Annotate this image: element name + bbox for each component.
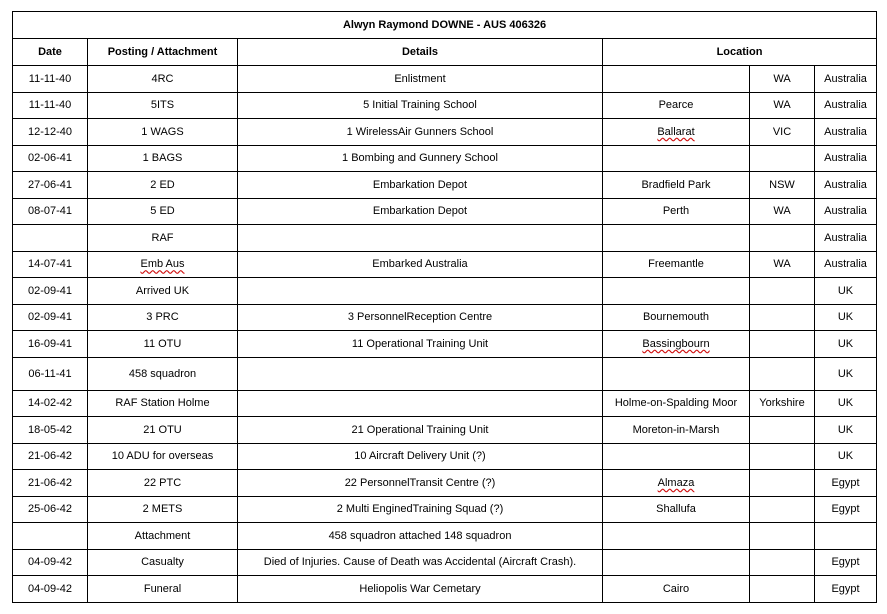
- cell-country: UK: [815, 331, 877, 358]
- cell-date: 21-06-42: [13, 470, 88, 497]
- table-row: [13, 92, 877, 119]
- cell-posting: Attachment: [88, 523, 238, 550]
- header-details: Details: [238, 39, 603, 66]
- cell-state: [750, 357, 815, 390]
- cell-posting: 5 ED: [88, 198, 238, 225]
- service-record-table: [12, 11, 877, 603]
- cell-date: 16-09-41: [13, 331, 88, 358]
- cell-country: UK: [815, 390, 877, 417]
- table-row: [13, 496, 877, 523]
- cell-state: [750, 225, 815, 252]
- cell-date: 11-11-40: [13, 66, 88, 93]
- cell-country: UK: [815, 357, 877, 390]
- cell-date: 14-07-41: [13, 251, 88, 278]
- cell-place: [603, 66, 750, 93]
- cell-posting: 1 BAGS: [88, 145, 238, 172]
- table-row: [13, 549, 877, 576]
- table-row: [13, 172, 877, 199]
- cell-place: Holme-on-Spalding Moor: [603, 390, 750, 417]
- cell-details: Embarkation Depot: [238, 198, 603, 225]
- cell-state: [750, 304, 815, 331]
- cell-country: UK: [815, 304, 877, 331]
- cell-country: [815, 523, 877, 550]
- cell-posting: 11 OTU: [88, 331, 238, 358]
- cell-date: 11-11-40: [13, 92, 88, 119]
- cell-state: WA: [750, 66, 815, 93]
- cell-posting: Arrived UK: [88, 278, 238, 305]
- header-row: [13, 39, 877, 66]
- cell-date: 08-07-41: [13, 198, 88, 225]
- cell-state: Yorkshire: [750, 390, 815, 417]
- cell-place: Freemantle: [603, 251, 750, 278]
- table-row: [13, 66, 877, 93]
- cell-details: Heliopolis War Cemetary: [238, 576, 603, 603]
- cell-details: [238, 225, 603, 252]
- cell-place: [603, 549, 750, 576]
- title-row: [13, 12, 877, 39]
- cell-place: Pearce: [603, 92, 750, 119]
- cell-details: Enlistment: [238, 66, 603, 93]
- cell-place: Bournemouth: [603, 304, 750, 331]
- cell-posting: 2 METS: [88, 496, 238, 523]
- cell-posting: RAF Station Holme: [88, 390, 238, 417]
- spellcheck-text: Bassingbourn: [642, 337, 710, 350]
- cell-details: 1 Bombing and Gunnery School: [238, 145, 603, 172]
- spellcheck-text: Emb Aus: [140, 258, 185, 271]
- cell-date: 27-06-41: [13, 172, 88, 199]
- table-row: [13, 331, 877, 358]
- cell-posting: RAF: [88, 225, 238, 252]
- cell-details: 2 Multi EnginedTraining Squad (?): [238, 496, 603, 523]
- cell-place: Moreton-in-Marsh: [603, 417, 750, 444]
- cell-details: [238, 390, 603, 417]
- cell-posting: 22 PTC: [88, 470, 238, 497]
- cell-posting: 10 ADU for overseas: [88, 443, 238, 470]
- header-date: Date: [13, 39, 88, 66]
- cell-state: WA: [750, 198, 815, 225]
- cell-details: [238, 357, 603, 390]
- cell-date: 21-06-42: [13, 443, 88, 470]
- table-row: [13, 278, 877, 305]
- cell-posting: 4RC: [88, 66, 238, 93]
- cell-country: UK: [815, 443, 877, 470]
- cell-posting: 21 OTU: [88, 417, 238, 444]
- table-row: [13, 443, 877, 470]
- table-row: [13, 225, 877, 252]
- cell-details: 1 WirelessAir Gunners School: [238, 119, 603, 146]
- cell-details: Died of Injuries. Cause of Death was Accidental (Aircraft Crash).: [238, 549, 603, 576]
- cell-date: [13, 523, 88, 550]
- cell-country: Australia: [815, 198, 877, 225]
- cell-country: Egypt: [815, 549, 877, 576]
- cell-place: Perth: [603, 198, 750, 225]
- cell-place: [603, 523, 750, 550]
- cell-place: [603, 470, 750, 497]
- cell-posting: 2 ED: [88, 172, 238, 199]
- cell-date: 25-06-42: [13, 496, 88, 523]
- cell-details: 458 squadron attached 148 squadron: [238, 523, 603, 550]
- table-title: Alwyn Raymond DOWNE - AUS 406326: [13, 12, 877, 39]
- cell-details: Embarked Australia: [238, 251, 603, 278]
- cell-country: Australia: [815, 172, 877, 199]
- cell-details: [238, 278, 603, 305]
- cell-posting: 1 WAGS: [88, 119, 238, 146]
- cell-state: [750, 549, 815, 576]
- table-row: [13, 198, 877, 225]
- cell-place: Bradfield Park: [603, 172, 750, 199]
- cell-place: [603, 119, 750, 146]
- cell-details: 22 PersonnelTransit Centre (?): [238, 470, 603, 497]
- cell-state: [750, 496, 815, 523]
- cell-date: 04-09-42: [13, 576, 88, 603]
- cell-state: WA: [750, 92, 815, 119]
- cell-country: Australia: [815, 251, 877, 278]
- cell-place: Cairo: [603, 576, 750, 603]
- cell-place: [603, 225, 750, 252]
- cell-country: UK: [815, 278, 877, 305]
- cell-place: [603, 145, 750, 172]
- table-row: [13, 119, 877, 146]
- cell-date: 12-12-40: [13, 119, 88, 146]
- cell-date: [13, 225, 88, 252]
- table-row: [13, 357, 877, 390]
- cell-country: Australia: [815, 225, 877, 252]
- cell-country: Egypt: [815, 470, 877, 497]
- table-row: [13, 304, 877, 331]
- cell-state: [750, 417, 815, 444]
- cell-state: WA: [750, 251, 815, 278]
- cell-state: [750, 523, 815, 550]
- cell-state: [750, 278, 815, 305]
- cell-state: [750, 331, 815, 358]
- cell-posting: 5ITS: [88, 92, 238, 119]
- header-location: Location: [603, 39, 877, 66]
- cell-country: Egypt: [815, 576, 877, 603]
- cell-posting: Funeral: [88, 576, 238, 603]
- cell-date: 04-09-42: [13, 549, 88, 576]
- cell-date: 14-02-42: [13, 390, 88, 417]
- cell-place: Shallufa: [603, 496, 750, 523]
- cell-place: [603, 331, 750, 358]
- cell-place: [603, 443, 750, 470]
- table-row: [13, 470, 877, 497]
- cell-posting: [88, 251, 238, 278]
- cell-date: 02-06-41: [13, 145, 88, 172]
- cell-state: [750, 470, 815, 497]
- cell-state: [750, 145, 815, 172]
- cell-posting: Casualty: [88, 549, 238, 576]
- spellcheck-text: Almaza: [657, 476, 695, 489]
- cell-details: 10 Aircraft Delivery Unit (?): [238, 443, 603, 470]
- table-row: [13, 576, 877, 603]
- table-row: [13, 251, 877, 278]
- cell-state: [750, 443, 815, 470]
- cell-posting: 458 squadron: [88, 357, 238, 390]
- cell-details: 11 Operational Training Unit: [238, 331, 603, 358]
- table-row: [13, 523, 877, 550]
- cell-date: 02-09-41: [13, 278, 88, 305]
- cell-country: Egypt: [815, 496, 877, 523]
- cell-country: Australia: [815, 145, 877, 172]
- cell-details: Embarkation Depot: [238, 172, 603, 199]
- cell-date: 18-05-42: [13, 417, 88, 444]
- cell-details: 5 Initial Training School: [238, 92, 603, 119]
- cell-country: UK: [815, 417, 877, 444]
- cell-place: [603, 357, 750, 390]
- cell-date: 06-11-41: [13, 357, 88, 390]
- cell-posting: 3 PRC: [88, 304, 238, 331]
- spellcheck-text: Ballarat: [657, 125, 695, 138]
- cell-country: Australia: [815, 66, 877, 93]
- table-row: [13, 145, 877, 172]
- header-posting: Posting / Attachment: [88, 39, 238, 66]
- cell-state: NSW: [750, 172, 815, 199]
- cell-details: 3 PersonnelReception Centre: [238, 304, 603, 331]
- cell-details: 21 Operational Training Unit: [238, 417, 603, 444]
- cell-place: [603, 278, 750, 305]
- cell-state: VIC: [750, 119, 815, 146]
- cell-date: 02-09-41: [13, 304, 88, 331]
- cell-state: [750, 576, 815, 603]
- table-row: [13, 390, 877, 417]
- cell-country: Australia: [815, 119, 877, 146]
- table-row: [13, 417, 877, 444]
- cell-country: Australia: [815, 92, 877, 119]
